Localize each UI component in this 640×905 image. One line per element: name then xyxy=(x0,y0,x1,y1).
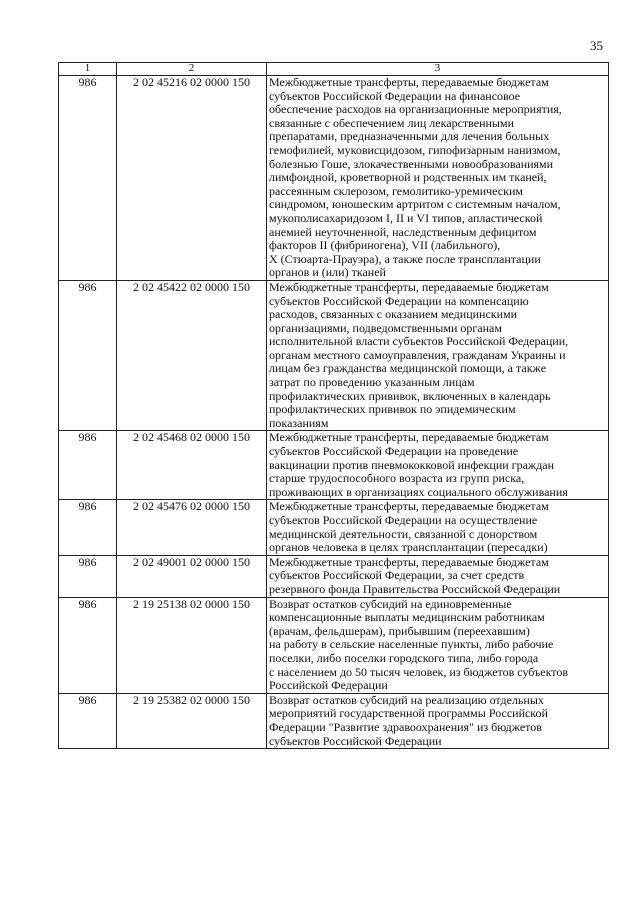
budget-code-cell: 2 02 45476 02 0000 150 xyxy=(117,500,267,555)
table-header-row xyxy=(59,63,609,76)
description-cell: Межбюджетные трансферты, передаваемые бюджетам субъектов Российской Федерации на проведение вакцинации против пневмококковой инфекции граждан старше трудоспособного возраста из групп риска, проживающих в организациях социального обслуживания xyxy=(267,431,609,500)
budget-codes-table xyxy=(58,62,609,749)
admin-code-cell: 986 xyxy=(59,431,117,500)
admin-code-cell: 986 xyxy=(59,555,117,597)
description-cell: Межбюджетные трансферты, передаваемые бюджетам субъектов Российской Федерации на компенсацию расходов, связанных с оказанием медицинскими организациями, подведомственными органам исполнительной власти субъектов Российской Федерации, органам местного самоуправления, гражданам Украины и лицам без гражданства медицинской помощи, а также затрат по проведению указанным лицам профилактических прививок, включенных в календарь профилактических прививок по эпидемическим показаниям xyxy=(267,280,609,431)
budget-code-cell: 2 19 25382 02 0000 150 xyxy=(117,693,267,748)
table-row xyxy=(59,597,609,693)
table-row xyxy=(59,693,609,748)
description-cell: Межбюджетные трансферты, передаваемые бюджетам субъектов Российской Федерации, за счет средств резервного фонда Правительства Российской Федерации xyxy=(267,555,609,597)
admin-code-cell: 986 xyxy=(59,76,117,281)
description-cell: Возврат остатков субсидий на единовременные компенсационные выплаты медицинским работникам (врачам, фельдшерам), прибывшим (переехавшим) на работу в сельские населенные пункты, либо рабочие поселки, либо поселки городского типа, либо города с населением до 50 тысяч человек, из бюджетов субъектов Российской Федерации xyxy=(267,597,609,693)
admin-code-cell: 986 xyxy=(59,280,117,431)
column-header-budget-code: 2 xyxy=(117,63,267,76)
table-row xyxy=(59,280,609,431)
table-row xyxy=(59,555,609,597)
page-number: 35 xyxy=(590,38,603,53)
budget-code-cell: 2 19 25138 02 0000 150 xyxy=(117,597,267,693)
table-row xyxy=(59,500,609,555)
admin-code-cell: 986 xyxy=(59,597,117,693)
budget-code-cell: 2 02 49001 02 0000 150 xyxy=(117,555,267,597)
budget-code-cell: 2 02 45422 02 0000 150 xyxy=(117,280,267,431)
admin-code-cell: 986 xyxy=(59,500,117,555)
description-cell: Возврат остатков субсидий на реализацию отдельных мероприятий государственной программы Российской Федерации "Развитие здравоохранения" из бюджетов субъектов Российской Федерации xyxy=(267,693,609,748)
description-cell: Межбюджетные трансферты, передаваемые бюджетам субъектов Российской Федерации на осуществление медицинской деятельности, связанной с донорством органов человека в целях трансплантации (пересадки) xyxy=(267,500,609,555)
column-header-description: 3 xyxy=(267,63,609,76)
column-header-admin-code: 1 xyxy=(59,63,117,76)
table-row xyxy=(59,76,609,281)
description-cell: Межбюджетные трансферты, передаваемые бюджетам субъектов Российской Федерации на финансовое обеспечение расходов на организационные мероприятия, связанные с обеспечением лиц лекарственными препаратами, предназначенными для лечения больных гемофилией, муковисцидозом, гипофизарным нанизмом, болезнью Гоше, злокачественными новообразованиями лимфоидной, кроветворной и родственных им тканей, рассеянным склерозом, гемолитико-уремическим синдромом, юношеским артритом с системным началом, мукополисахаридозом I, II и VI типов, апластической анемией неуточненной, наследственным дефицитом факторов II (фибриногена), VII (лабильного), X (Стюарта-Прауэра), а также после трансплантации органов и (или) тканей xyxy=(267,76,609,281)
budget-code-cell: 2 02 45216 02 0000 150 xyxy=(117,76,267,281)
table-row xyxy=(59,431,609,500)
admin-code-cell: 986 xyxy=(59,693,117,748)
budget-code-cell: 2 02 45468 02 0000 150 xyxy=(117,431,267,500)
